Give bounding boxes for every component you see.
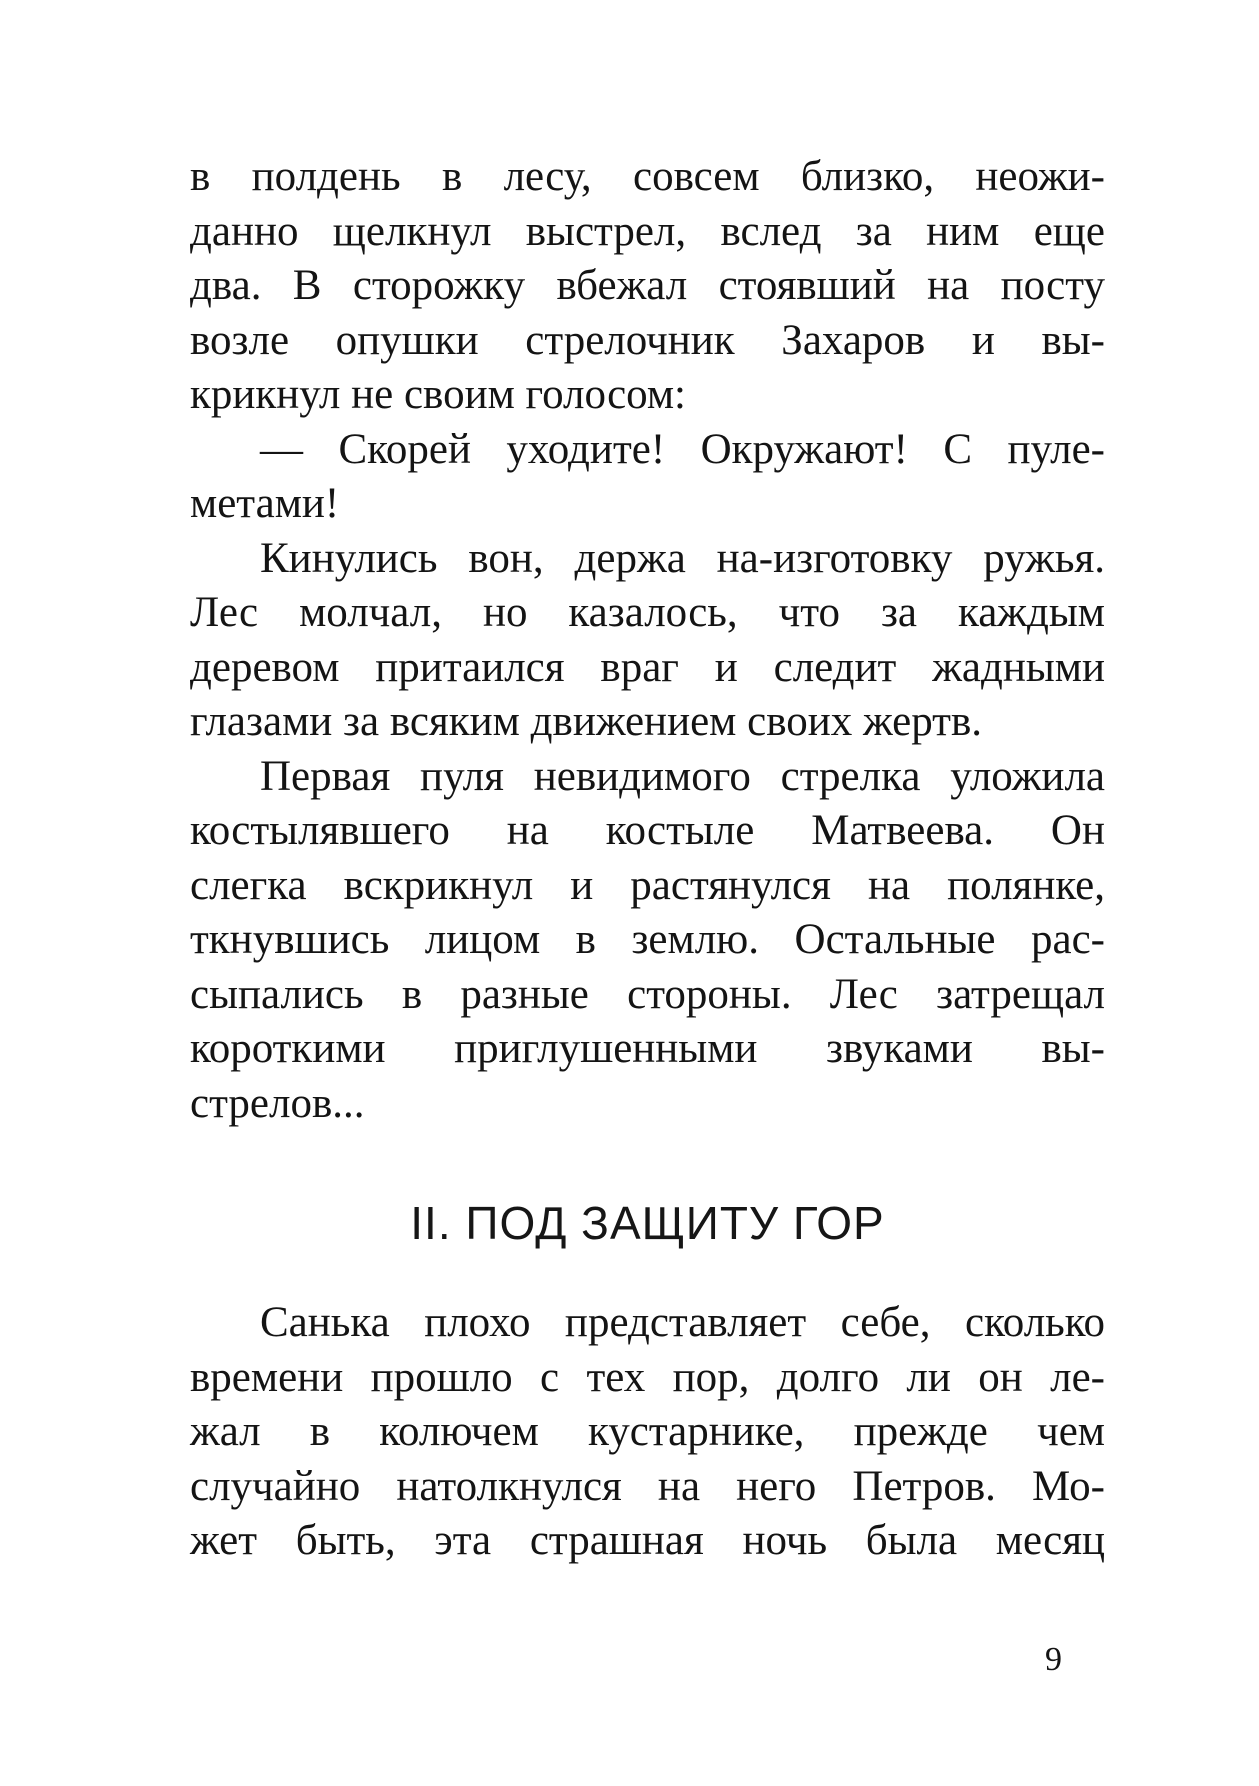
text-line: Санька плохо представляет себе, сколько bbox=[260, 1299, 1105, 1346]
text-line: в полдень в лесу, совсем близко, неожи- bbox=[190, 153, 1105, 200]
text-line: времени прошло с тех пор, долго ли он ле- bbox=[190, 1353, 1105, 1401]
chapter-heading: II. ПОД ЗАЩИТУ ГОР bbox=[410, 1197, 885, 1249]
text-line: Лес молчал, но казалось, что за каждым bbox=[190, 589, 1105, 636]
text-line: слегка вскрикнул и растянулся на полянке, bbox=[190, 861, 1105, 909]
text-line: глазами за всяким движением своих жертв. bbox=[190, 698, 982, 745]
text-line: Кинулись вон, держа на-изготовку ружья. bbox=[260, 534, 1105, 582]
page-number: 9 bbox=[1045, 1641, 1062, 1678]
text-line: деревом притаился враг и следит жадными bbox=[190, 643, 1105, 691]
text-line: стрелов... bbox=[190, 1079, 365, 1127]
text-line: — Скорей уходите! Окружают! С пуле- bbox=[260, 425, 1105, 473]
text-line: сыпались в разные стороны. Лес затрещал bbox=[190, 970, 1105, 1018]
text-line: жал в колючем кустарнике, прежде чем bbox=[190, 1408, 1105, 1455]
main-text-block bbox=[190, 150, 1105, 1131]
chapter-text-block bbox=[190, 1296, 1105, 1569]
text-line: жет быть, эта страшная ночь была месяц bbox=[190, 1517, 1105, 1564]
text-line: метами! bbox=[190, 480, 340, 527]
text-line: костылявшего на костыле Матвеева. Он bbox=[190, 807, 1105, 854]
text-line: короткими приглушенными звуками вы- bbox=[190, 1025, 1105, 1072]
text-line: случайно натолкнулся на него Петров. Мо- bbox=[190, 1462, 1105, 1510]
text-line: два. В сторожку вбежал стоявший на посту bbox=[190, 262, 1105, 309]
text-line: крикнул не своим голосом: bbox=[190, 371, 686, 418]
text-line: Первая пуля невидимого стрелка уложила bbox=[260, 752, 1105, 800]
text-line: ткнувшись лицом в землю. Остальные рас- bbox=[190, 916, 1105, 963]
text-line: данно щелкнул выстрел, вслед за ним еще bbox=[190, 207, 1105, 255]
text-line: возле опушки стрелочник Захаров и вы- bbox=[190, 316, 1105, 364]
